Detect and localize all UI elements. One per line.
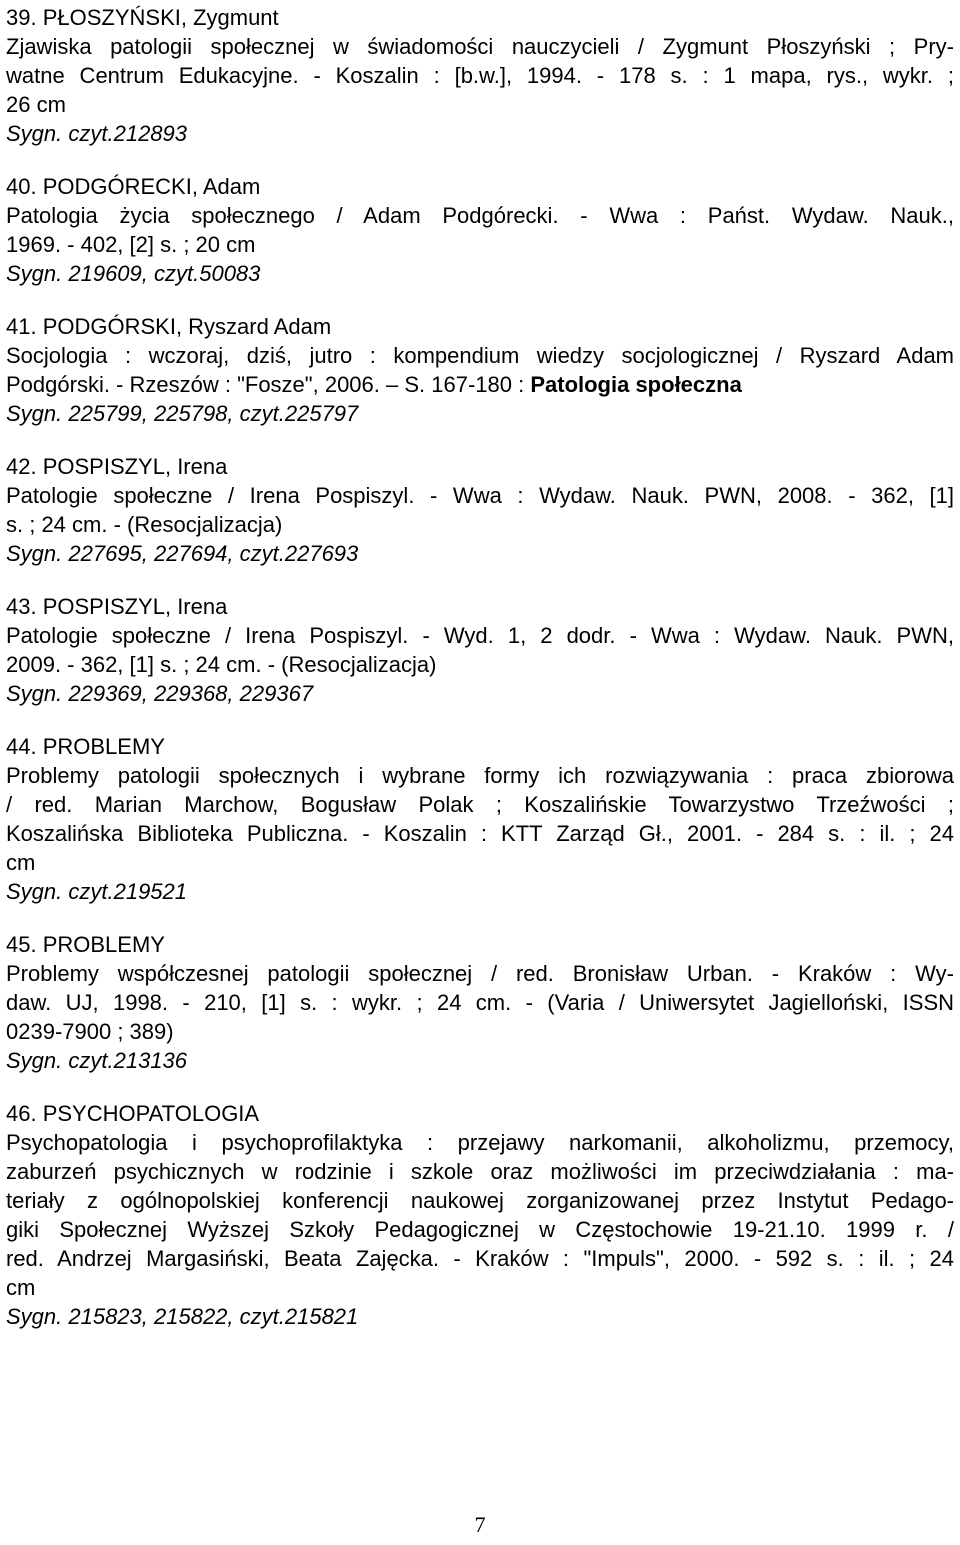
page-number: 7 bbox=[474, 1512, 486, 1537]
entry-39 bbox=[6, 3, 954, 148]
entry-call-number: Sygn. czyt.213136 bbox=[6, 1048, 188, 1073]
entry-description-line: / red. Marian Marchow, Bogusław Polak ; Koszalińskie Towarzystwo Trzeźwości ; bbox=[6, 792, 954, 817]
entry-heading: 44. PROBLEMY bbox=[6, 734, 165, 759]
entry-call-number: Sygn. 219609, czyt.50083 bbox=[6, 261, 261, 286]
entry-call-number: Sygn. 225799, 225798, czyt.225797 bbox=[6, 401, 359, 426]
entry-description-line: 2009. - 362, [1] s. ; 24 cm. - (Resocjalizacja) bbox=[6, 652, 437, 677]
entry-description-line: Psychopatologia i psychoprofilaktyka : przejawy narkomanii, alkoholizmu, przemocy, bbox=[6, 1130, 954, 1155]
entry-heading: 42. POSPISZYL, Irena bbox=[6, 454, 228, 479]
entry-40 bbox=[6, 172, 954, 288]
entry-call-number: Sygn. 227695, 227694, czyt.227693 bbox=[6, 541, 359, 566]
entry-description-line: s. ; 24 cm. - (Resocjalizacja) bbox=[6, 512, 283, 537]
entry-heading: 46. PSYCHOPATOLOGIA bbox=[6, 1101, 260, 1126]
entry-description-line: daw. UJ, 1998. - 210, [1] s. : wykr. ; 24 cm. - (Varia / Uniwersytet Jagielloński, ISSN bbox=[6, 990, 954, 1015]
entry-description-line: giki Społecznej Wyższej Szkoły Pedagogicznej w Częstochowie 19-21.10. 1999 r. / bbox=[6, 1217, 954, 1242]
entry-subject-highlight: Patologia społeczna bbox=[530, 372, 742, 397]
entry-description-line: teriały z ogólnopolskiej konferencji naukowej zorganizowanej przez Instytut Pedago- bbox=[6, 1188, 954, 1213]
entry-description-line: watne Centrum Edukacyjne. - Koszalin : [b.w.], 1994. - 178 s. : 1 mapa, rys., wykr. ; bbox=[6, 63, 954, 88]
entry-description-text: Podgórski. - Rzeszów : "Fosze", 2006. – S. 167-180 : bbox=[6, 372, 531, 397]
entry-description-line: Patologie społeczne / Irena Pospiszyl. - Wwa : Wydaw. Nauk. PWN, 2008. - 362, [1] bbox=[6, 483, 954, 508]
entry-description-line: cm bbox=[6, 850, 36, 875]
entry-description-line: Problemy współczesnej patologii społecznej / red. Bronisław Urban. - Kraków : Wy- bbox=[6, 961, 954, 986]
entry-41 bbox=[6, 312, 954, 428]
entry-description-line: Problemy patologii społecznych i wybrane formy ich rozwiązywania : praca zbiorowa bbox=[6, 763, 954, 788]
entry-description-line bbox=[6, 370, 954, 399]
entry-44 bbox=[6, 732, 954, 906]
entry-call-number: Sygn. czyt.219521 bbox=[6, 879, 188, 904]
entry-description-line: Zjawiska patologii społecznej w świadomości nauczycieli / Zygmunt Płoszyński ; Pry- bbox=[6, 34, 954, 59]
entry-heading: 39. PŁOSZYŃSKI, Zygmunt bbox=[6, 5, 279, 30]
entry-description-line: Koszalińska Biblioteka Publiczna. - Koszalin : KTT Zarząd Gł., 2001. - 284 s. : il. ; 24 bbox=[6, 821, 954, 846]
entry-description-line: cm bbox=[6, 1275, 36, 1300]
entry-description-line: 1969. - 402, [2] s. ; 20 cm bbox=[6, 232, 256, 257]
entry-46 bbox=[6, 1099, 954, 1331]
bibliography-page bbox=[6, 3, 954, 1355]
entry-43 bbox=[6, 592, 954, 708]
entry-description-line: zaburzeń psychicznych w rodzinie i szkole oraz możliwości im przeciwdziałania : ma- bbox=[6, 1159, 954, 1184]
entry-description-line: 26 cm bbox=[6, 92, 66, 117]
entry-call-number: Sygn. 229369, 229368, 229367 bbox=[6, 681, 314, 706]
entry-heading: 40. PODGÓRECKI, Adam bbox=[6, 174, 261, 199]
entry-call-number: Sygn. 215823, 215822, czyt.215821 bbox=[6, 1304, 359, 1329]
entry-42 bbox=[6, 452, 954, 568]
entry-description-line: Socjologia : wczoraj, dziś, jutro : kompendium wiedzy socjologicznej / Ryszard Adam bbox=[6, 343, 954, 368]
entry-heading: 41. PODGÓRSKI, Ryszard Adam bbox=[6, 314, 332, 339]
entry-description-line: Patologie społeczne / Irena Pospiszyl. - Wyd. 1, 2 dodr. - Wwa : Wydaw. Nauk. PWN, bbox=[6, 623, 954, 648]
entry-description-line: Patologia życia społecznego / Adam Podgórecki. - Wwa : Państ. Wydaw. Nauk., bbox=[6, 203, 954, 228]
entry-description-line: red. Andrzej Margasiński, Beata Zajęcka. - Kraków : "Impuls", 2000. - 592 s. : il. ; 24 bbox=[6, 1246, 954, 1271]
entry-call-number: Sygn. czyt.212893 bbox=[6, 121, 188, 146]
entry-45 bbox=[6, 930, 954, 1075]
entry-description-line: 0239-7900 ; 389) bbox=[6, 1019, 174, 1044]
entry-heading: 45. PROBLEMY bbox=[6, 932, 165, 957]
entry-heading: 43. POSPISZYL, Irena bbox=[6, 594, 228, 619]
